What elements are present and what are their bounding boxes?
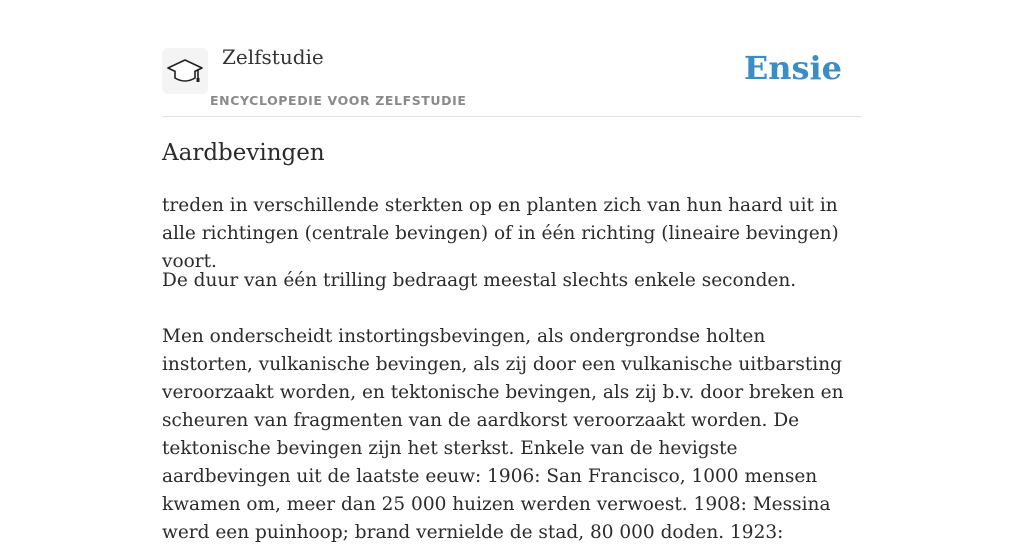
article-paragraph: De duur van één trilling bedraagt meestal slechts enkele seconden. bbox=[162, 270, 797, 291]
brand-logo-link[interactable]: Ensie bbox=[743, 49, 842, 87]
logo[interactable] bbox=[162, 48, 208, 94]
article-paragraph: Men onderscheidt instortingsbevingen, als ondergrondse holten instorten, vulkanische bevingen, als zij door een vulkanische uitbarsting veroorzaakt worden, en tektonische bevingen, als zij b.v. door breken en scheuren van fragmenten van de aardkorst veroorzaakt worden. De tektonische bevingen zijn het sterkst. Enkele van de hevigste aardbevingen uit de laatste eeuw: 1906: San Francisco, 1000 mensen kwamen om, meer dan 25 000 huizen werden verwoest. 1908: Messina werd een puinhoop; brand vernielde de stad, 80 000 doden. 1923: bbox=[162, 326, 844, 543]
site-title[interactable]: Zelfstudie bbox=[222, 45, 324, 69]
article-paragraph: treden in verschillende sterkten op en planten zich van hun haard uit in alle richtingen (centrale bevingen) of in één richting (lineaire bevingen) voort. bbox=[162, 195, 839, 272]
page bbox=[162, 0, 862, 543]
site-header bbox=[162, 0, 862, 117]
graduation-cap-icon bbox=[167, 58, 203, 86]
page-title: Aardbevingen bbox=[162, 140, 325, 166]
site-subtitle: ENCYCLOPEDIE VOOR ZELFSTUDIE bbox=[210, 93, 467, 108]
